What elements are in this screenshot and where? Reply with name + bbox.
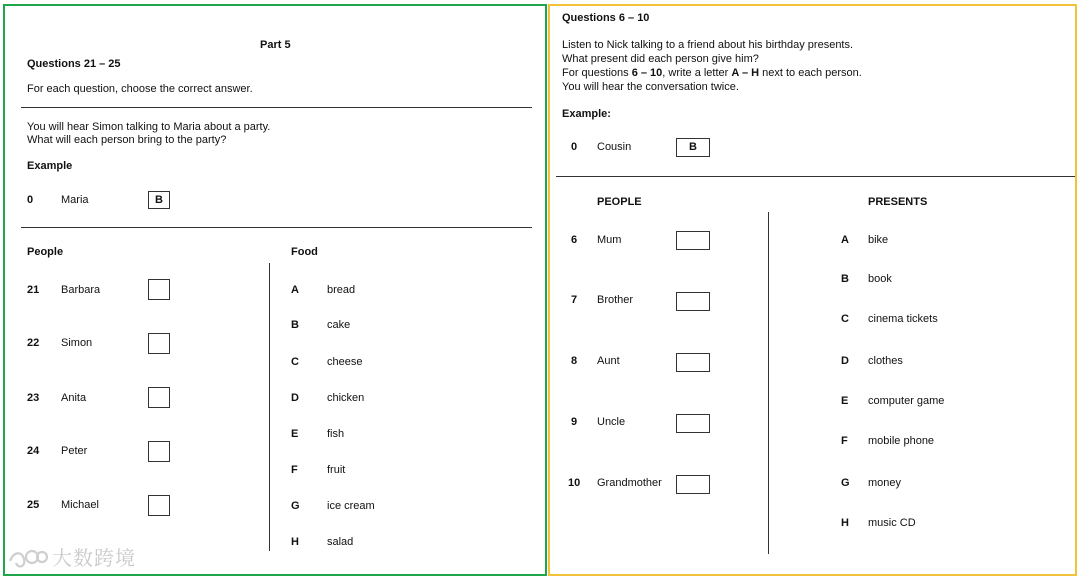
instruction-line-4: You will hear the conversation twice. [562, 81, 739, 93]
person-name: Grandmother [597, 477, 662, 489]
example-answer-box: B [148, 191, 170, 209]
option-text: chicken [327, 392, 365, 404]
option-letter: C [291, 356, 299, 368]
people-heading: People [27, 246, 64, 258]
option-letter: H [841, 517, 849, 529]
person-name: Anita [61, 392, 87, 404]
column-divider [768, 212, 769, 554]
question-number: 22 [27, 337, 40, 349]
answer-box-7[interactable] [676, 292, 710, 311]
option-text: clothes [868, 355, 903, 367]
example-name: Cousin [597, 141, 632, 153]
option-text: book [868, 273, 892, 285]
answer-box-6[interactable] [676, 231, 710, 250]
option-text: fish [327, 428, 345, 440]
option-text: ice cream [327, 500, 375, 512]
option-letter: E [841, 395, 849, 407]
option-text: cake [327, 319, 351, 331]
answer-box-21[interactable] [148, 279, 170, 300]
divider [21, 227, 532, 228]
watermark-logo-icon [8, 549, 48, 571]
option-letter: F [841, 435, 848, 447]
instruction-line-2: What present did each person give him? [562, 53, 759, 65]
answer-box-8[interactable] [676, 353, 710, 372]
intro-line-2: What will each person bring to the party? [27, 134, 227, 146]
intro-line-1: You will hear Simon talking to Maria about a party. [27, 121, 271, 133]
people-heading: PEOPLE [597, 196, 642, 208]
questions-heading: Questions 21 – 25 [27, 58, 121, 70]
example-label: Example: [562, 108, 611, 120]
question-number: 10 [568, 477, 581, 489]
person-name: Mum [597, 234, 622, 246]
example-answer-box: B [676, 138, 710, 157]
watermark [8, 546, 136, 571]
column-divider [269, 263, 270, 551]
option-text: cheese [327, 356, 363, 368]
option-letter: D [291, 392, 299, 404]
option-text: mobile phone [868, 435, 935, 447]
person-name: Michael [61, 499, 99, 511]
presents-heading: PRESENTS [868, 196, 928, 208]
instruction-line-3: For questions 6 – 10, write a letter A – H next to each person. [562, 67, 862, 79]
part-title: Part 5 [260, 39, 291, 51]
instruction-text: For each question, choose the correct answer. [27, 83, 253, 95]
question-number: 25 [27, 499, 40, 511]
example-number: 0 [571, 141, 578, 153]
food-heading: Food [291, 246, 318, 258]
answer-box-22[interactable] [148, 333, 170, 354]
divider [21, 107, 532, 108]
watermark-text: 大数跨境 [52, 546, 136, 570]
option-text: cinema tickets [868, 313, 938, 325]
questions-6-10-panel [548, 4, 1077, 576]
question-number: 7 [571, 294, 578, 306]
question-number: 21 [27, 284, 40, 296]
option-text: bread [327, 284, 356, 296]
option-letter: B [291, 319, 299, 331]
questions-heading: Questions 6 – 10 [562, 12, 650, 24]
question-number: 23 [27, 392, 40, 404]
option-text: music CD [868, 517, 916, 529]
answer-box-23[interactable] [148, 387, 170, 408]
example-label: Example [27, 160, 73, 172]
part5-panel [3, 4, 547, 576]
person-name: Aunt [597, 355, 620, 367]
example-name: Maria [61, 194, 89, 206]
option-letter: G [841, 477, 850, 489]
option-text: computer game [868, 395, 945, 407]
answer-box-25[interactable] [148, 495, 170, 516]
option-letter: A [291, 284, 299, 296]
option-letter: H [291, 536, 299, 548]
question-number: 9 [571, 416, 578, 428]
option-letter: B [841, 273, 849, 285]
option-letter: G [291, 500, 300, 512]
question-number: 24 [27, 445, 40, 457]
question-number: 8 [571, 355, 578, 367]
person-name: Peter [61, 445, 88, 457]
person-name: Simon [61, 337, 93, 349]
option-letter: A [841, 234, 849, 246]
option-text: salad [327, 536, 354, 548]
option-letter: E [291, 428, 299, 440]
person-name: Uncle [597, 416, 626, 428]
divider [556, 176, 1076, 177]
option-letter: C [841, 313, 849, 325]
answer-box-24[interactable] [148, 441, 170, 462]
instruction-line-1: Listen to Nick talking to a friend about his birthday presents. [562, 39, 854, 51]
person-name: Barbara [61, 284, 101, 296]
option-text: bike [868, 234, 889, 246]
example-number: 0 [27, 194, 34, 206]
option-letter: F [291, 464, 298, 476]
question-number: 6 [571, 234, 578, 246]
answer-box-10[interactable] [676, 475, 710, 494]
option-text: fruit [327, 464, 346, 476]
option-text: money [868, 477, 902, 489]
person-name: Brother [597, 294, 634, 306]
answer-box-9[interactable] [676, 414, 710, 433]
option-letter: D [841, 355, 849, 367]
